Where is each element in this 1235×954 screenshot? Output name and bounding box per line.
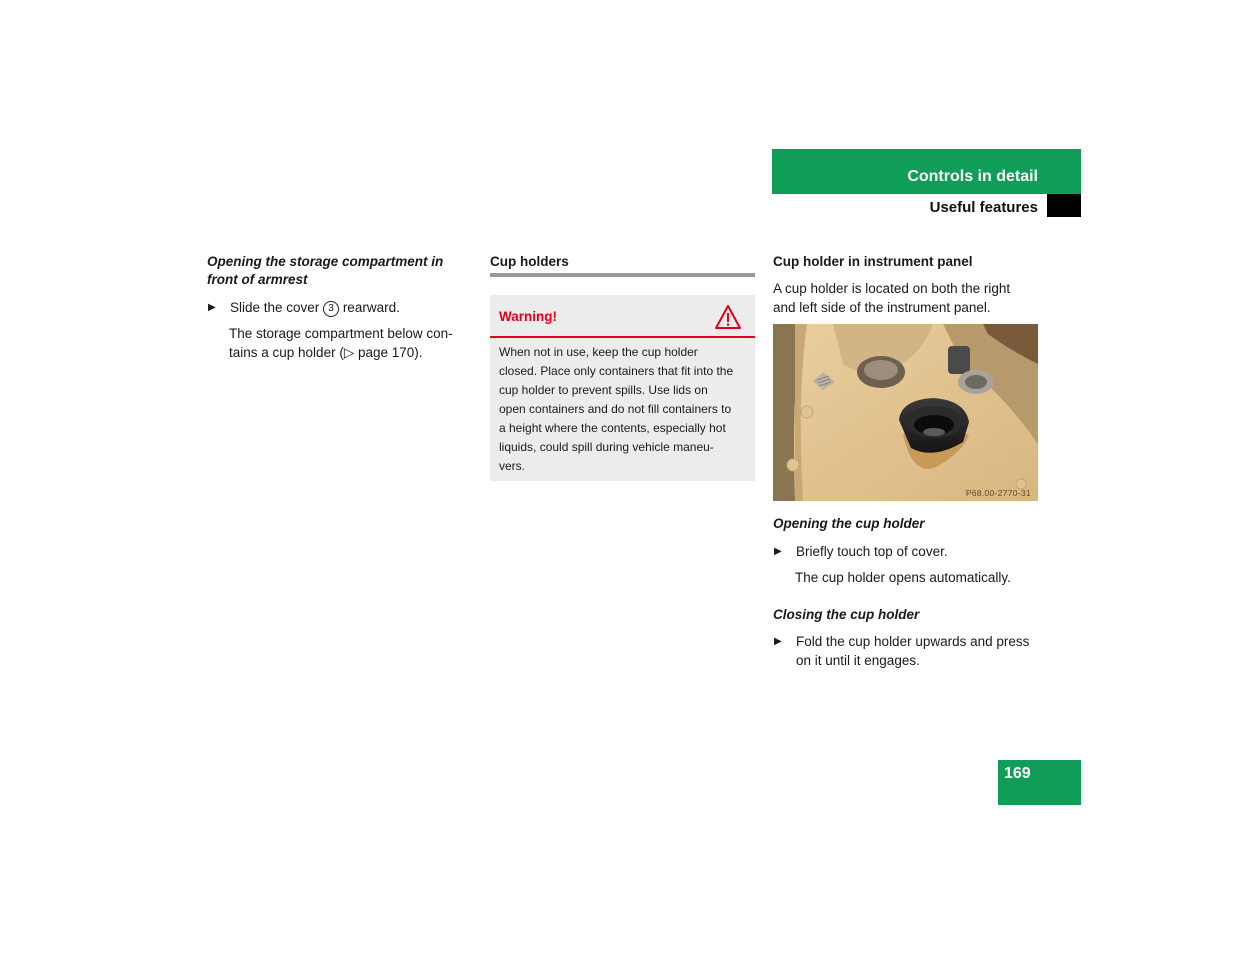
subsection-title: Useful features	[929, 199, 1038, 216]
closing-step	[773, 632, 1048, 670]
instrument-panel-heading: Cup holder in instrument panel	[773, 254, 973, 269]
warning-box	[490, 295, 755, 481]
closing-step-text: Fold the cup holder upwards and press on it until it engages.	[796, 634, 1030, 668]
warning-text: When not in use, keep the cup holder closed. Place only containers that fit into the cup holder to prevent spills. Use lids on open containers and do not fill containers to a height where the contents, especially hot liquids, could spill during vehicle maneu- vers.	[499, 345, 734, 473]
instrument-panel-intro: A cup holder is located on both the right and left side of the instrument panel.	[773, 281, 1011, 315]
bullet-arrow-icon: ▶	[208, 302, 216, 313]
warning-title: Warning!	[499, 309, 557, 324]
bullet-arrow-icon: ▶	[774, 636, 782, 647]
storage-step	[207, 298, 472, 317]
opening-result: The cup holder opens automatically.	[795, 570, 1011, 585]
page-number: 169	[1004, 765, 1031, 782]
warning-triangle-icon	[714, 304, 742, 330]
storage-step-text: Slide the cover 3 rearward.	[230, 300, 400, 315]
cup-holder-illustration	[773, 324, 1038, 501]
section-title: Controls in detail	[907, 168, 1038, 185]
storage-result: The storage compartment below con- tains a cup holder (▷ page 170).	[229, 326, 453, 360]
opening-heading: Opening the cup holder	[773, 516, 925, 531]
cup-holder-photo	[773, 324, 1038, 501]
closing-heading: Closing the cup holder	[773, 607, 920, 622]
header-marker	[1047, 194, 1081, 217]
photo-code: P68.00-2770-31	[965, 488, 1031, 498]
callout-number: 3	[323, 301, 339, 317]
opening-step	[773, 542, 1043, 561]
opening-step-text: Briefly touch top of cover.	[796, 544, 948, 559]
bullet-arrow-icon: ▶	[774, 546, 782, 557]
cup-holders-heading: Cup holders	[490, 254, 569, 269]
storage-compartment-heading: Opening the storage compartment in front of armrest	[207, 254, 444, 287]
header-band	[772, 149, 1081, 194]
page-number-box	[998, 760, 1081, 805]
heading-rule	[490, 273, 755, 277]
warning-header	[490, 295, 755, 338]
